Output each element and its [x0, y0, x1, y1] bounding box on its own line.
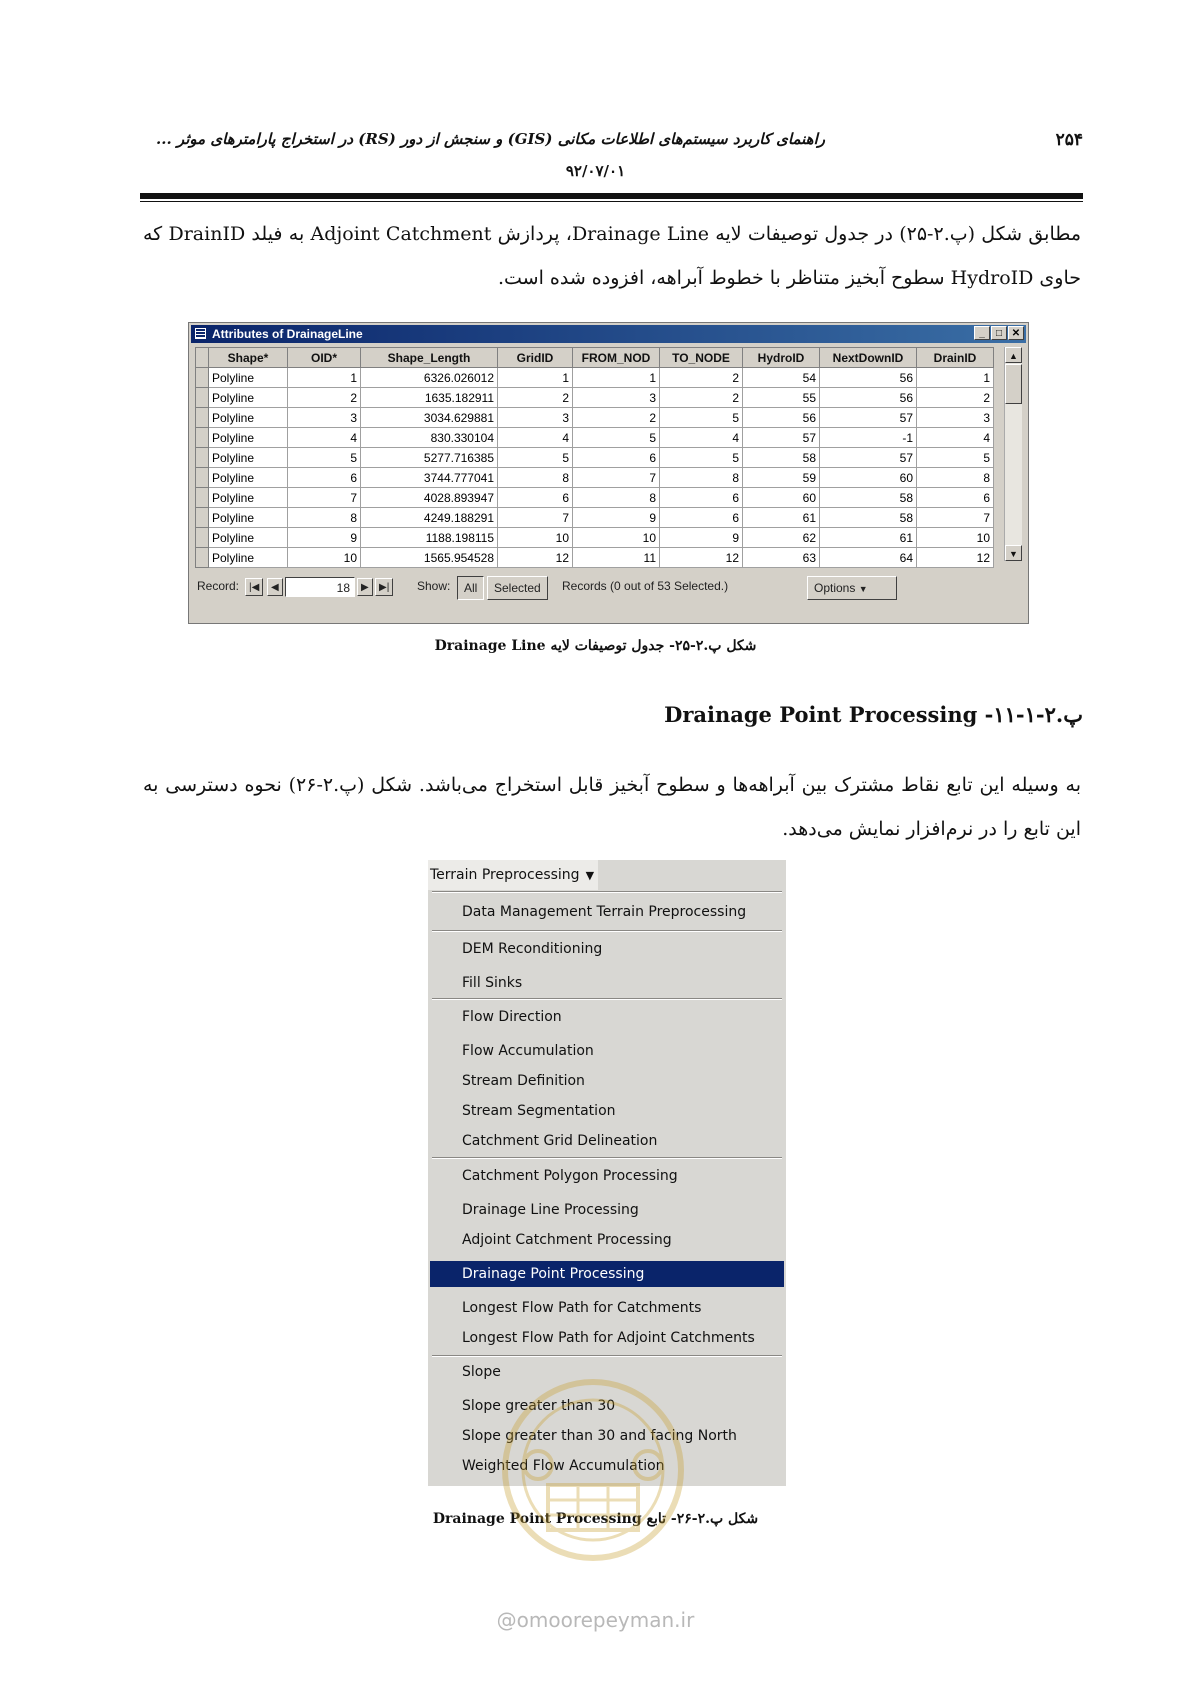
- at-icon: @: [496, 1608, 517, 1632]
- scroll-thumb[interactable]: [1005, 364, 1022, 404]
- menu-item[interactable]: Slope greater than 30: [462, 1398, 616, 1414]
- table-cell: 58: [820, 488, 917, 508]
- table-cell: 7: [498, 508, 573, 528]
- table-cell: 7: [573, 468, 660, 488]
- table-cell: 5277.716385: [361, 448, 498, 468]
- table-cell: 6326.026012: [361, 368, 498, 388]
- watermark-label: omoorepeyman.ir: [516, 1608, 695, 1632]
- table-cell: Polyline: [209, 408, 288, 428]
- table-cell: 2: [573, 408, 660, 428]
- menu-item[interactable]: Drainage Line Processing: [462, 1202, 639, 1218]
- record-label: Record:: [197, 579, 240, 593]
- table-cell: -1: [820, 428, 917, 448]
- table-cell: 3: [573, 388, 660, 408]
- first-record-icon[interactable]: |◀: [245, 578, 263, 596]
- options-button[interactable]: [807, 576, 897, 600]
- table-cell: 12: [917, 548, 994, 568]
- maximize-button[interactable]: □: [991, 326, 1007, 340]
- table-cell: 58: [743, 448, 820, 468]
- row-selector[interactable]: [196, 508, 209, 528]
- table-cell: Polyline: [209, 388, 288, 408]
- table-cell: 7: [917, 508, 994, 528]
- menu-item[interactable]: Stream Definition: [462, 1073, 585, 1089]
- table-cell: Polyline: [209, 508, 288, 528]
- menu-item[interactable]: Flow Accumulation: [462, 1043, 594, 1059]
- row-selector[interactable]: [196, 428, 209, 448]
- body-paragraph-2: به وسیله این تابع نقاط مشترک بین آبراهه‌ها و سطوح آبخیز قابل استخراج می‌باشد. شکل (پ.۲-۲۶) نحوه دسترسی به این تابع را در نرم‌افزار نمایش می‌دهد.: [143, 774, 1081, 840]
- show-selected-button[interactable]: Selected: [487, 576, 548, 600]
- table-cell: 3: [288, 408, 361, 428]
- menu-item[interactable]: Adjoint Catchment Processing: [462, 1232, 672, 1248]
- table-cell: 4: [288, 428, 361, 448]
- table-row[interactable]: [196, 528, 994, 548]
- row-selector[interactable]: [196, 468, 209, 488]
- table-cell: 2: [498, 388, 573, 408]
- scroll-up-icon[interactable]: ▲: [1005, 347, 1022, 363]
- table-row[interactable]: [196, 548, 994, 568]
- table-cell: 8: [288, 508, 361, 528]
- dropdown-arrow-icon: ▼: [585, 869, 595, 882]
- column-header[interactable]: Shape*: [209, 348, 288, 368]
- table-cell: 1565.954528: [361, 548, 498, 568]
- menu-item[interactable]: Catchment Grid Delineation: [462, 1133, 658, 1149]
- record-number-input[interactable]: 18: [285, 577, 355, 597]
- table-cell: Polyline: [209, 428, 288, 448]
- table-cell: 10: [288, 548, 361, 568]
- table-cell: 3: [498, 408, 573, 428]
- last-record-icon[interactable]: ▶|: [375, 578, 393, 596]
- table-cell: 2: [917, 388, 994, 408]
- table-cell: Polyline: [209, 448, 288, 468]
- table-row[interactable]: [196, 488, 994, 508]
- figure-caption-2: شکل پ.۲-۲۶- تابع Drainage Point Processing: [432, 1511, 759, 1527]
- menu-item[interactable]: Flow Direction: [462, 1009, 562, 1025]
- table-cell: 57: [820, 408, 917, 428]
- watermark-seal: [478, 1375, 708, 1565]
- table-cell: 9: [660, 528, 743, 548]
- menu-item[interactable]: Slope: [462, 1364, 501, 1380]
- table-cell: 61: [743, 508, 820, 528]
- table-cell: 6: [573, 448, 660, 468]
- column-header[interactable]: TO_NODE: [660, 348, 743, 368]
- corner-cell[interactable]: [196, 348, 209, 368]
- row-selector[interactable]: [196, 548, 209, 568]
- table-cell: 8: [573, 488, 660, 508]
- table-row[interactable]: [196, 388, 994, 408]
- close-button[interactable]: ✕: [1008, 326, 1024, 340]
- column-header[interactable]: Shape_Length: [361, 348, 498, 368]
- menu-item[interactable]: Data Management Terrain Preprocessing: [462, 904, 747, 920]
- next-record-icon[interactable]: ▶: [357, 578, 373, 596]
- watermark-text: [0, 1608, 1191, 1632]
- table-cell: 5: [498, 448, 573, 468]
- table-cell: Polyline: [209, 468, 288, 488]
- menu-item[interactable]: Catchment Polygon Processing: [462, 1168, 678, 1184]
- table-cell: 5: [917, 448, 994, 468]
- table-cell: 9: [288, 528, 361, 548]
- options-label: Options: [814, 581, 856, 595]
- table-cell: 54: [743, 368, 820, 388]
- table-icon: [195, 328, 206, 339]
- row-selector[interactable]: [196, 408, 209, 428]
- table-cell: 5: [573, 428, 660, 448]
- row-selector[interactable]: [196, 368, 209, 388]
- menu-separator: [432, 891, 782, 893]
- header-rule: [140, 193, 1083, 199]
- menu-item[interactable]: Weighted Flow Accumulation: [462, 1458, 665, 1474]
- table-cell: 56: [820, 388, 917, 408]
- table-cell: 1: [573, 368, 660, 388]
- table-cell: Polyline: [209, 368, 288, 388]
- table-cell: 8: [660, 468, 743, 488]
- menu-separator: [432, 1355, 782, 1357]
- minimize-button[interactable]: _: [974, 326, 990, 340]
- figure-caption-1: شکل پ.۲-۲۵- جدول توصیفات لایه Drainage Line: [434, 638, 757, 654]
- attributes-window: [188, 322, 1029, 624]
- table-cell: 10: [573, 528, 660, 548]
- table-cell: 64: [820, 548, 917, 568]
- body-paragraph-1: مطابق شکل (پ.۲-۲۵) در جدول توصیفات لایه Drainage Line، پردازش Adjoint Catchment به فیلد DrainID که حاوی HydroID سطوح آبخیز متناظر با خطوط آبراهه، افزوده شده است.: [143, 223, 1082, 289]
- menu-item[interactable]: DEM Reconditioning: [462, 941, 603, 957]
- table-cell: 11: [573, 548, 660, 568]
- scroll-down-icon[interactable]: ▼: [1005, 545, 1022, 561]
- table-cell: 60: [743, 488, 820, 508]
- table-cell: Polyline: [209, 548, 288, 568]
- row-selector[interactable]: [196, 528, 209, 548]
- records-status: Records (0 out of 53 Selected.): [562, 579, 729, 593]
- table-cell: 2: [288, 388, 361, 408]
- table-cell: 59: [743, 468, 820, 488]
- show-all-button[interactable]: All: [457, 576, 484, 600]
- table-cell: 56: [820, 368, 917, 388]
- table-cell: 6: [917, 488, 994, 508]
- table-cell: 1188.198115: [361, 528, 498, 548]
- menu-item[interactable]: Longest Flow Path for Catchments: [462, 1300, 702, 1316]
- table-cell: 6: [660, 488, 743, 508]
- section-heading: پ.۲-۱-۱۱- Drainage Point Processing: [664, 702, 1083, 727]
- row-selector[interactable]: [196, 388, 209, 408]
- table-cell: 56: [743, 408, 820, 428]
- menu-separator: [432, 930, 782, 932]
- table-cell: 2: [660, 368, 743, 388]
- menu-title: Terrain Preprocessing: [430, 867, 580, 883]
- table-cell: 57: [820, 448, 917, 468]
- table-cell: 5: [660, 408, 743, 428]
- terrain-preprocessing-dropdown[interactable]: [428, 860, 598, 890]
- menu-item[interactable]: Drainage Point Processing: [430, 1261, 784, 1287]
- table-cell: 61: [820, 528, 917, 548]
- window-titlebar[interactable]: [191, 325, 1026, 343]
- chevron-down-icon: ▼: [858, 584, 868, 594]
- table-cell: 2: [660, 388, 743, 408]
- window-title: Attributes of DrainageLine: [212, 327, 363, 341]
- table-cell: Polyline: [209, 488, 288, 508]
- show-label: Show:: [417, 579, 451, 593]
- table-cell: 4028.893947: [361, 488, 498, 508]
- table-cell: 55: [743, 388, 820, 408]
- table-cell: 4249.188291: [361, 508, 498, 528]
- menu-item[interactable]: Fill Sinks: [462, 975, 523, 991]
- column-header[interactable]: HydroID: [743, 348, 820, 368]
- table-cell: 4: [498, 428, 573, 448]
- table-row[interactable]: [196, 448, 994, 468]
- table-cell: 1: [917, 368, 994, 388]
- attribute-table: [195, 347, 994, 568]
- table-cell: 4: [660, 428, 743, 448]
- table-cell: 6: [288, 468, 361, 488]
- table-cell: 10: [498, 528, 573, 548]
- previous-record-icon[interactable]: ◀: [267, 578, 283, 596]
- table-cell: 58: [820, 508, 917, 528]
- menu-separator: [432, 1157, 782, 1159]
- table-cell: Polyline: [209, 528, 288, 548]
- table-cell: 5: [288, 448, 361, 468]
- table-row[interactable]: [196, 408, 994, 428]
- table-cell: 1: [498, 368, 573, 388]
- table-cell: 10: [917, 528, 994, 548]
- table-cell: 63: [743, 548, 820, 568]
- table-cell: 12: [660, 548, 743, 568]
- table-cell: 7: [288, 488, 361, 508]
- column-header[interactable]: DrainID: [917, 348, 994, 368]
- table-cell: 12: [498, 548, 573, 568]
- table-cell: 3: [917, 408, 994, 428]
- table-cell: 1: [288, 368, 361, 388]
- table-cell: 5: [660, 448, 743, 468]
- running-header-title: راهنمای کاربرد سیستم‌های اطلاعات مکانی (GIS) و سنجش از دور (RS) در استخراج پارامترهای موثر ...: [156, 130, 825, 148]
- table-cell: 6: [498, 488, 573, 508]
- table-cell: 8: [498, 468, 573, 488]
- page-number: ۲۵۴: [1055, 130, 1083, 150]
- table-cell: 60: [820, 468, 917, 488]
- table-cell: 3034.629881: [361, 408, 498, 428]
- table-cell: 62: [743, 528, 820, 548]
- record-navigation-bar: [195, 573, 1022, 603]
- column-header[interactable]: GridID: [498, 348, 573, 368]
- table-cell: 4: [917, 428, 994, 448]
- row-selector[interactable]: [196, 448, 209, 468]
- table-row[interactable]: [196, 508, 994, 528]
- menu-item[interactable]: Stream Segmentation: [462, 1103, 616, 1119]
- table-cell: 6: [660, 508, 743, 528]
- menu-separator: [432, 998, 782, 1000]
- running-header-date: ۹۲/۰۷/۰۱: [565, 162, 626, 180]
- table-cell: 8: [917, 468, 994, 488]
- table-row[interactable]: [196, 468, 994, 488]
- table-cell: 830.330104: [361, 428, 498, 448]
- table-cell: 1635.182911: [361, 388, 498, 408]
- row-selector[interactable]: [196, 488, 209, 508]
- column-header[interactable]: NextDownID: [820, 348, 917, 368]
- table-cell: 57: [743, 428, 820, 448]
- table-row[interactable]: [196, 428, 994, 448]
- header-rule-thin: [140, 201, 1083, 202]
- table-cell: 3744.777041: [361, 468, 498, 488]
- menu-item[interactable]: Slope greater than 30 and facing North: [462, 1428, 737, 1444]
- vertical-scrollbar[interactable]: [1004, 347, 1022, 561]
- column-header[interactable]: FROM_NOD: [573, 348, 660, 368]
- table-cell: 9: [573, 508, 660, 528]
- column-header[interactable]: OID*: [288, 348, 361, 368]
- menu-item[interactable]: Longest Flow Path for Adjoint Catchments: [462, 1330, 755, 1346]
- table-row[interactable]: [196, 368, 994, 388]
